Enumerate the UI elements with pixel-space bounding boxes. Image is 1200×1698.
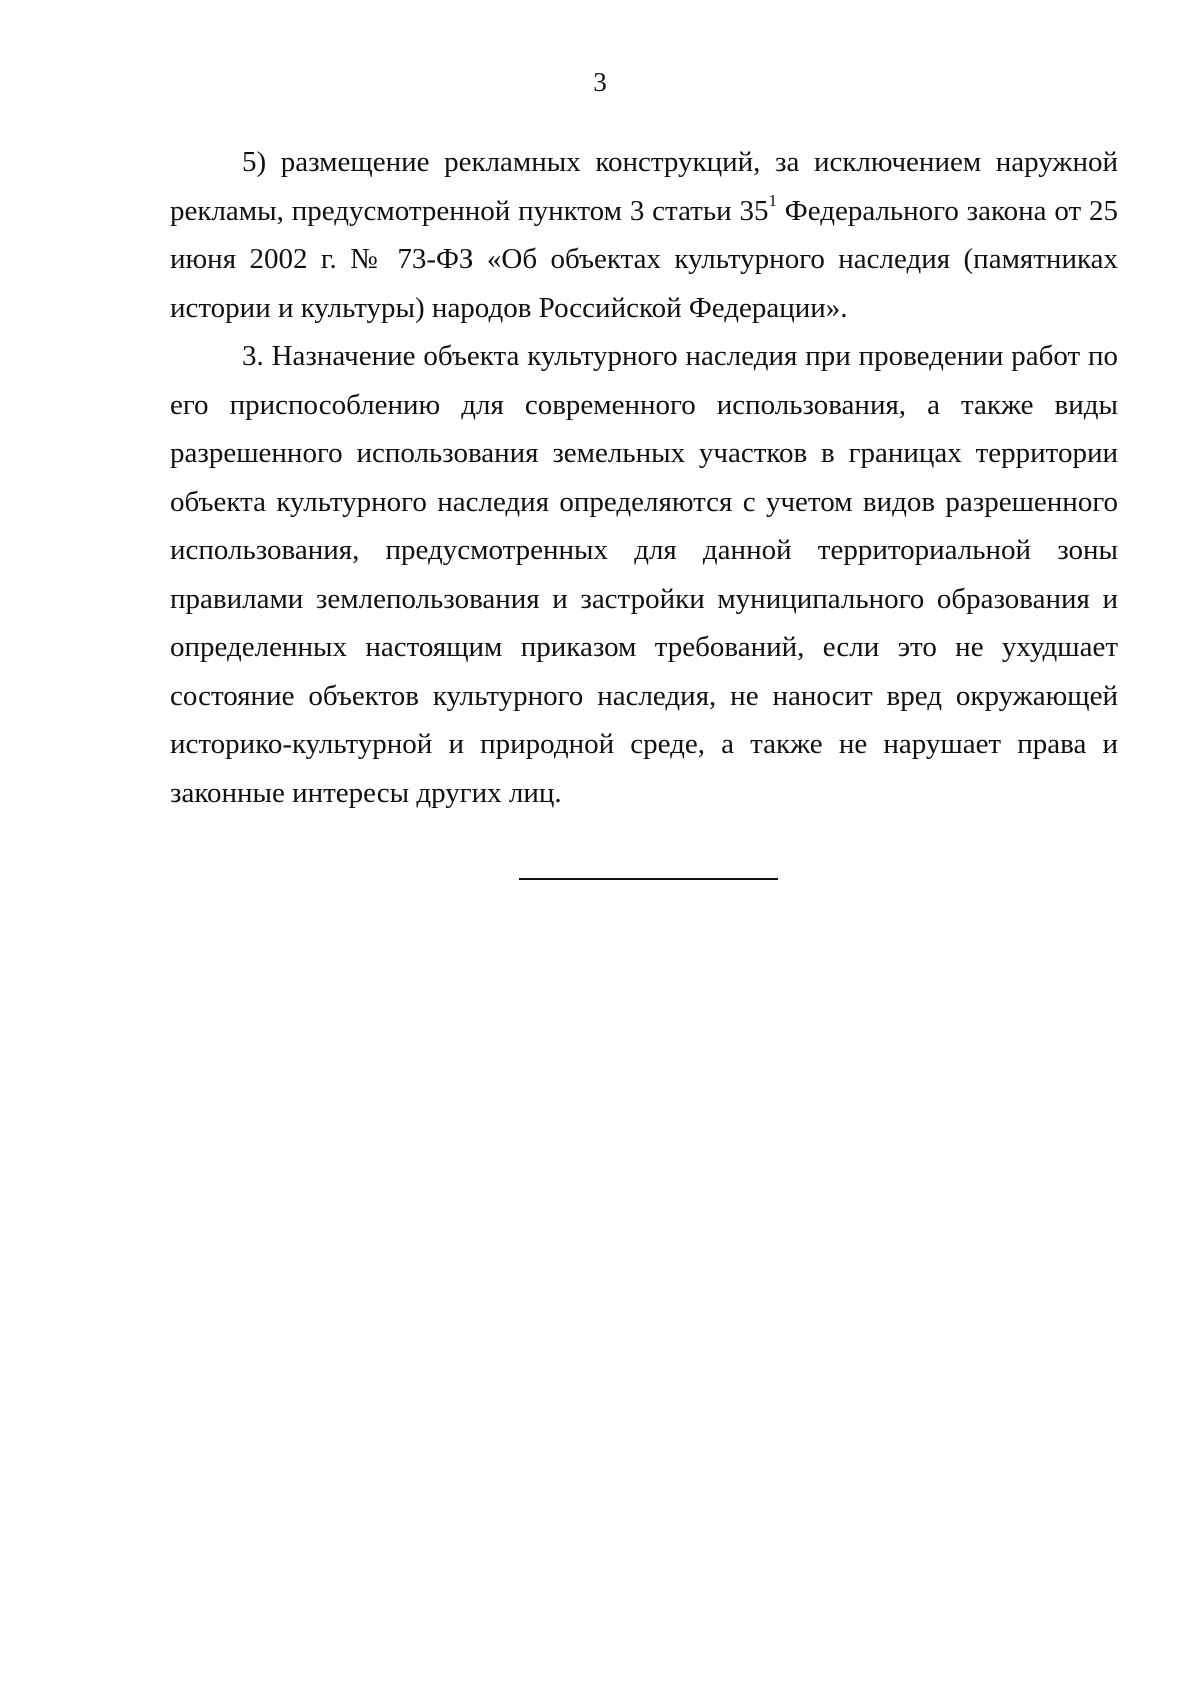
end-of-document-rule <box>519 878 778 880</box>
article-superscript: 1 <box>768 190 777 210</box>
paragraph-item-5-text: 5) размещение рекламных конструкций, за исключением наружной рекламы, предусмотренной пунктом 3 статьи 35 <box>170 146 1118 227</box>
document-body <box>170 138 1118 817</box>
paragraph-item-5 <box>170 138 1118 332</box>
page-number: 3 <box>593 67 607 97</box>
paragraph-item-5-continuation: Федерального закона от 25 июня 2002 г. № 73-ФЗ «Об объектах культурного наследия (памятниках истории и культуры) народов Российской Федерации». <box>170 194 1118 324</box>
paragraph-section-3: 3. Назначение объекта культурного наследия при проведении работ по его приспособлению для современного использования, а также виды разрешенного использования земельных участков в границах территории объекта культурного наследия определяются с учетом видов разрешенного использования, предусмотренных для данной территориальной зоны правилами землепользования и застройки муниципального образования и определенных настоящим приказом требований, если это не ухудшает состояние объектов культурного наследия, не наносит вред окружающей историко-культурной и природной среде, а также не нарушает права и законные интересы других лиц. <box>170 340 1118 809</box>
